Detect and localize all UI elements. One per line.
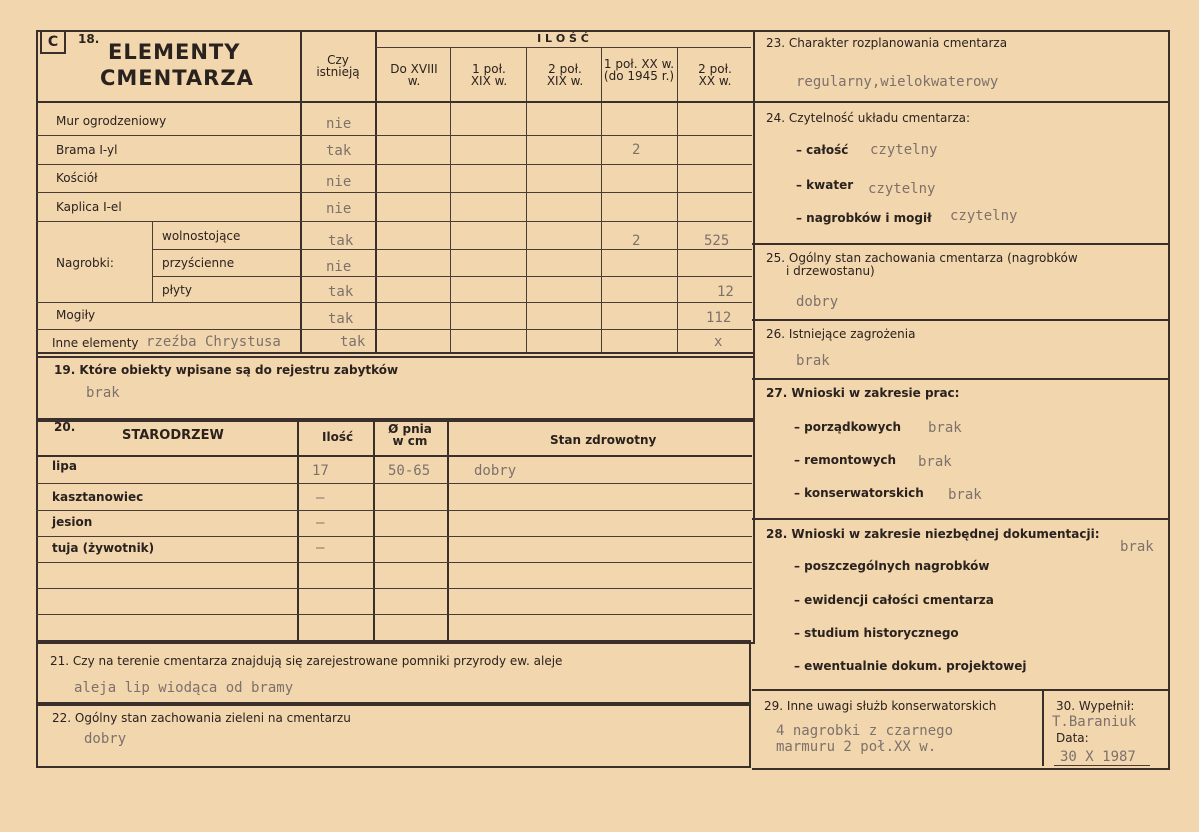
s26-value: brak [796,353,830,369]
s23-value: regularny,wielokwaterowy [796,74,999,90]
exists-wall: nie [326,116,352,132]
exists-church: nie [326,174,352,190]
s27-value-3: brak [948,487,982,503]
s24-value-2: czytelny [868,181,936,197]
exists-wall-mounted: nie [326,259,352,275]
row-label-gate: Brama I-yl [56,143,118,157]
s25-value: dobry [796,294,839,310]
s24-value-1: czytelny [870,142,938,158]
s22-value: dobry [84,731,127,747]
tree-diam-1: 50-65 [388,463,431,479]
tree-name-4: tuja (żywotnik) [52,541,155,555]
period-header-3: 2 poł. XIX w. [546,62,584,88]
exists-graves: tak [328,311,354,327]
s27-item-1: – porządkowych [794,420,902,434]
tree-qty-4: – [316,540,325,556]
s27-value-1: brak [928,420,962,436]
exists-freestanding: tak [328,233,354,249]
s25-label-2: i drzewostanu) [786,264,875,278]
s20-number: 20. [54,420,76,434]
col-exists-header: Czy istnieją [316,53,360,79]
period-header-2: 1 poł. XIX w. [470,62,508,88]
row-label-slabs: płyty [162,283,192,297]
row-label-wall: Mur ogrodzeniowy [56,114,167,128]
row-label-church: Kościół [56,171,98,185]
graves-late20-value: 112 [706,310,732,326]
freestanding-late20-value: 525 [704,233,730,249]
s20-col-diam: Ø pnia w cm [388,422,432,448]
tree-qty-3: – [316,515,325,531]
s19-label: 19. Które obiekty wpisane są do rejestru zabytków [54,363,399,377]
s24-value-3: czytelny [950,208,1018,224]
s24-label: 24. Czytelność układu cmentarza: [766,111,971,125]
s26-label: 26. Istniejące zagrożenia [766,327,916,341]
s28-item-1: – poszczególnych nagrobków [794,559,990,573]
s29-label: 29. Inne uwagi służb konserwatorskich [764,699,997,713]
tree-name-3: jesion [52,515,93,529]
tree-health-1: dobry [474,463,517,479]
s30-name: T.Baraniuk [1052,714,1137,730]
row-other-extra: rzeźba Chrystusa [146,334,281,350]
s19-value: brak [86,385,120,401]
s21-value: aleja lip wiodąca od bramy [74,680,294,696]
row-label-graves: Mogiły [56,308,96,322]
row-label-freestanding: wolnostojące [162,229,241,243]
tree-qty-2: – [316,490,325,506]
tree-name-1: lipa [52,459,77,473]
s30-label: 30. Wypełnił: [1056,699,1135,713]
period-header-1: Do XVIII w. [390,62,438,88]
s20-col-health: Stan zdrowotny [550,433,657,447]
nature-monuments-section [36,640,751,706]
other-late20-value: x [714,334,723,350]
freestanding-1945-value: 2 [632,233,641,249]
exists-other: tak [340,334,366,350]
s30-date: 30 X 1987 [1060,749,1136,765]
old-trees-table [36,418,755,644]
tree-qty-1: 17 [312,463,329,479]
s23-label: 23. Charakter rozplanowania cmentarza [766,36,1008,50]
exists-slabs: tak [328,284,354,300]
slabs-late20-value: 12 [717,284,734,300]
tombstones-group-label: Nagrobki: [56,256,114,270]
s24-item-3: – nagrobków i mogił [796,211,932,225]
row-label-chapel: Kaplica I-el [56,200,122,214]
s30-date-label: Data: [1056,731,1089,745]
s18-title-2: CMENTARZA [100,66,254,90]
s28-item-3: – studium historycznego [794,626,959,640]
row-label-other: Inne elementy [52,336,139,350]
s27-item-3: – konserwatorskich [794,486,924,500]
exists-gate: tak [326,143,352,159]
tree-name-2: kasztanowiec [52,490,144,504]
s22-label: 22. Ogólny stan zachowania zieleni na cmentarzu [52,711,351,725]
card-letter: C [47,34,59,50]
s18-title-1: ELEMENTY [108,40,241,64]
period-header-5: 2 poł. XX w. [698,62,732,88]
s20-col-qty: Ilość [322,430,354,444]
s27-value-2: brak [918,454,952,470]
s18-number: 18. [78,32,100,46]
s20-title: STARODRZEW [122,428,224,443]
exists-chapel: nie [326,201,352,217]
s29-value-1: 4 nagrobki z czarnego [776,723,954,739]
period-header-4: 1 poł. XX w. (do 1945 r.) [603,57,675,83]
s28-item-2: – ewidencji całości cmentarza [794,593,994,607]
s21-label: 21. Czy na terenie cmentarza znajdują się zarejestrowane pomniki przyrody ew. aleje [50,654,563,668]
s27-item-2: – remontowych [794,453,897,467]
s24-item-2: – kwater [796,178,854,192]
ilosc-header: I L O Ś Ć [537,32,589,45]
s25-label-1: 25. Ogólny stan zachowania cmentarza (nagrobków [766,251,1078,265]
s29-value-2: marmuru 2 poł.XX w. [776,739,937,755]
s28-value: brak [1120,539,1154,555]
s28-label: 28. Wnioski w zakresie niezbędnej dokumentacji: [766,527,1100,541]
s28-item-4: – ewentualnie dokum. projektowej [794,659,1027,673]
row-label-wall-mounted: przyścienne [162,256,235,270]
s24-item-1: – całość [796,143,849,157]
s27-label: 27. Wnioski w zakresie prac: [766,386,960,400]
gate-1945-value: 2 [632,142,641,158]
